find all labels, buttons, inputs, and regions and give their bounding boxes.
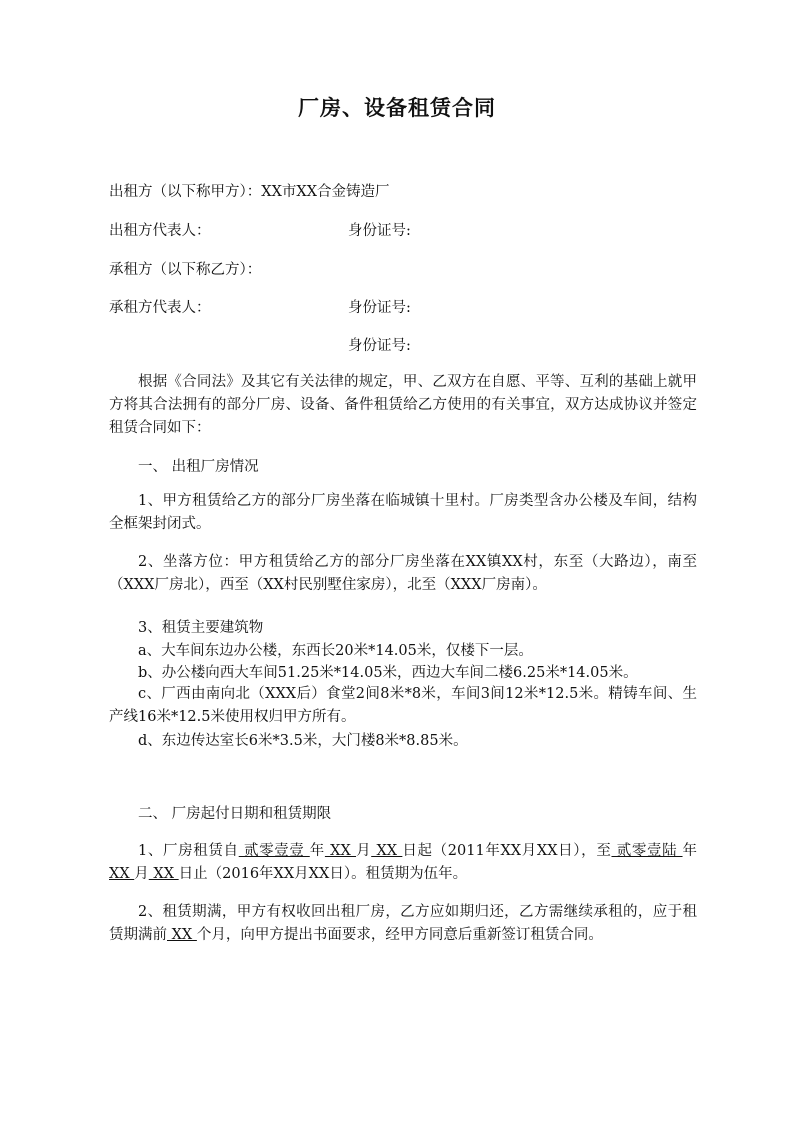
- section2-paragraph-1: [109, 840, 697, 886]
- building-item-b: b、办公楼向西大车间51.25米*14.05米，西边大车间二楼6.25米*14.05米。: [138, 665, 638, 681]
- building-item-c: c、厂西由南向北（XXX后）食堂2间8米*8米，车间3间12米*12.5米。精铸车间、生产线16米*12.5米使用权归甲方所有。: [109, 686, 697, 725]
- extra-id-label: 身份证号:: [348, 338, 411, 354]
- lessor-representative-label: 出租方代表人：: [109, 223, 211, 239]
- lessor-line: 出租方（以下称甲方）：XX市XX合金铸造厂: [109, 184, 390, 200]
- start-year-unit: 年: [309, 843, 325, 859]
- lessee-representative-label: 承租方代表人：: [109, 300, 211, 316]
- section2-paragraph-2: [109, 901, 697, 947]
- end-year-blank: 贰零壹陆: [611, 843, 683, 859]
- section1-paragraph-1: 1、甲方租赁给乙方的部分厂房坐落在临城镇十里村。厂房类型含办公楼及车间，结构全框架封闭式。: [109, 493, 697, 532]
- start-day-blank: XX: [371, 843, 403, 859]
- renewal-text: 2、租赁期满，甲方有权收回出租厂房，乙方应如期归还，乙方需继续承租的，应于租赁期满前: [109, 904, 697, 943]
- building-item-a: a、大车间东边办公楼，东西长20米*14.05米，仅楼下一层。: [138, 643, 533, 659]
- building-item-d: d、东边传达室长6米*3.5米，大门楼8米*8.85米。: [138, 733, 468, 749]
- notice-months-blank: XX: [167, 927, 197, 943]
- lessor-id-label: 身份证号:: [348, 223, 411, 239]
- start-day-text: 日起（2011年XX月XX日），至: [402, 843, 612, 859]
- end-day-blank: XX: [148, 866, 179, 882]
- end-month-unit: 月: [134, 866, 149, 882]
- renewal-text-end: 个月，向甲方提出书面要求，经甲方同意后重新签订租赁合同。: [196, 927, 603, 943]
- section1-buildings-heading: 3、租赁主要建筑物: [138, 620, 264, 636]
- section2-heading: 二、 厂房起付日期和租赁期限: [138, 806, 332, 822]
- end-day-text: 日止（2016年XX月XX日）。租赁期为伍年。: [178, 866, 468, 882]
- section1-paragraph-2: 2、坐落方位：甲方租赁给乙方的部分厂房坐落在XX镇XX村，东至（大路边），南至（XXX厂房北），西至（XX村民别墅住家房），北至（XXX厂房南）。: [109, 554, 697, 593]
- document-title: 厂房、设备租赁合同: [298, 96, 496, 120]
- end-year-unit: 年: [682, 843, 698, 859]
- intro-paragraph: 根据《合同法》及其它有关法律的规定，甲、乙双方在自愿、平等、互利的基础上就甲方将其合法拥有的部分厂房、设备、备件租赁给乙方使用的有关事宜，双方达成协议并签定租赁合同如下：: [109, 374, 697, 436]
- start-year-blank: 贰零壹壹: [238, 843, 310, 859]
- start-month-blank: XX: [324, 843, 357, 859]
- lease-start-text: 1、厂房租赁自: [138, 843, 239, 859]
- start-month-unit: 月: [356, 843, 372, 859]
- lessee-line: 承租方（以下称乙方）：: [109, 262, 262, 278]
- lessee-id-label: 身份证号:: [348, 300, 411, 316]
- section1-heading: 一、 出租厂房情况: [138, 459, 259, 475]
- end-month-blank: XX: [109, 866, 135, 882]
